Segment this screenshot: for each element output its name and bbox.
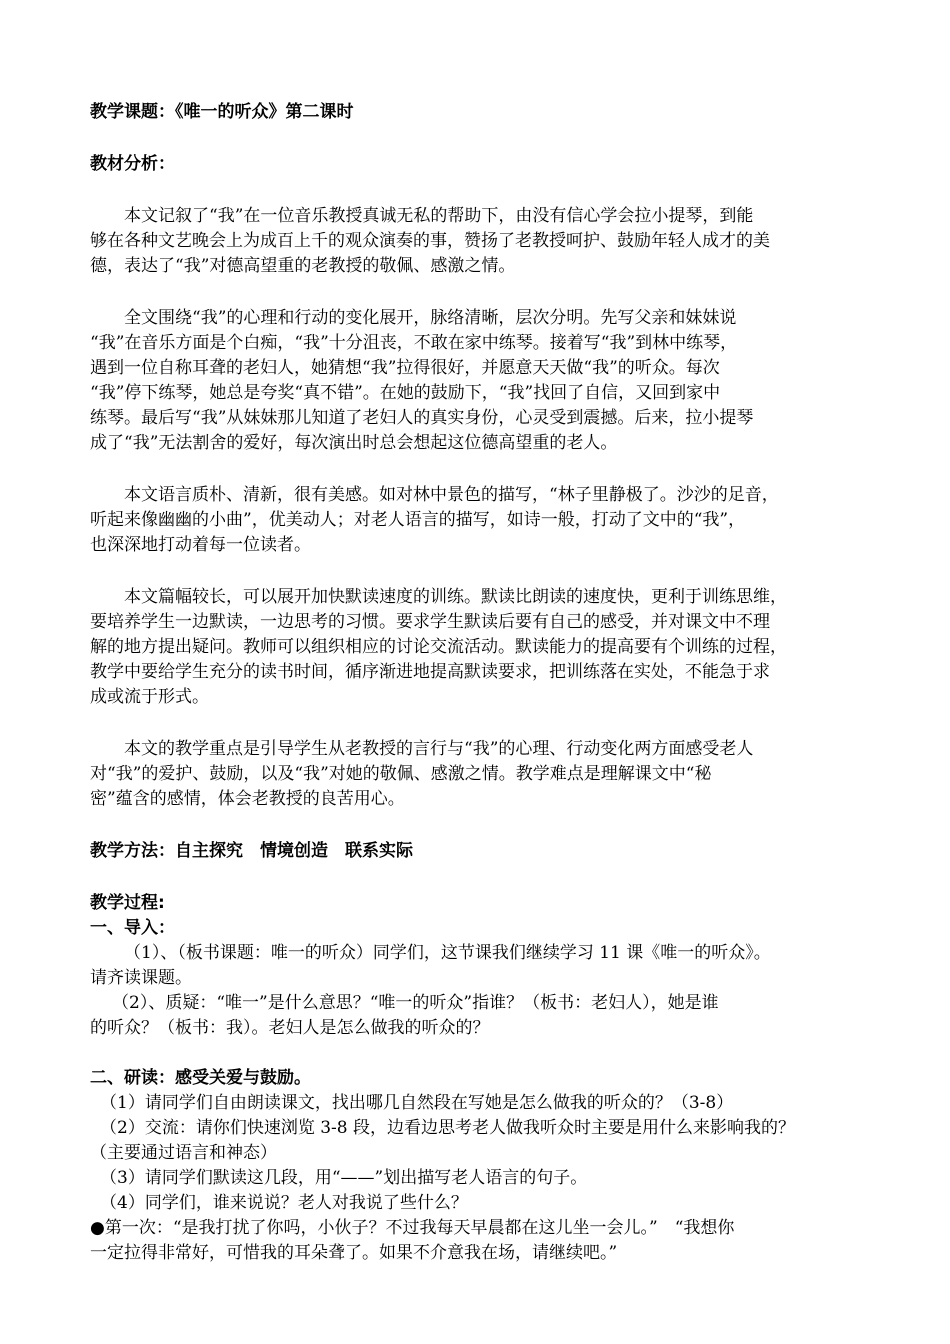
analysis-heading: 教材分析：: [90, 154, 175, 174]
methods-line: [90, 839, 870, 864]
text-line: 教学中要给学生充分的读书时间，循序渐进地提高默读要求，把训练落在实处，不能急于求: [90, 662, 770, 682]
text-line: （4）同学们，谁来说说？老人对我说了些什么？: [100, 1193, 468, 1213]
process-heading: 教学过程:: [90, 893, 165, 913]
analysis-paragraph-1: [90, 204, 870, 279]
text-line: 一定拉得非常好，可惜我的耳朵聋了。如果不介意我在场，请继续吧。”: [90, 1243, 618, 1263]
section-2-title: 二、研读：感受关爱与鼓励。: [90, 1068, 311, 1088]
text-line: 练琴。最后写“我”从妹妹那儿知道了老妇人的真实身份，心灵受到震撼。后来，拉小提琴: [90, 408, 754, 428]
text-line: 也深深地打动着每一位读者。: [90, 535, 311, 555]
lesson-title-label: 教学课题：: [90, 102, 175, 122]
text-line: 本文记叙了“我”在一位音乐教授真诚无私的帮助下，由没有信心学会拉小提琴，到能: [124, 206, 754, 226]
text-line: （1）请同学们自由朗读课文，找出哪几自然段在写她是怎么做我的听众的？（3-8）: [100, 1093, 734, 1113]
text-line: “我”停下练琴，她总是夸奖“真不错”。在她的鼓励下，“我”找回了自信，又回到家中: [90, 383, 721, 403]
text-line: 全文围绕“我”的心理和行动的变化展开，脉络清晰，层次分明。先写父亲和妹妹说: [124, 308, 737, 328]
lesson-title-value: 《唯一的听众》第二课时: [175, 102, 354, 122]
text-line: 遇到一位自称耳聋的老妇人，她猜想“我”拉得很好，并愿意天天做“我”的听众。每次: [90, 358, 720, 378]
text-line: 要培养学生一边默读，一边思考的习惯。要求学生默读后要有自己的感受，并对课文中不理: [90, 612, 770, 632]
text-line: 德，表达了“我”对德高望重的老教授的敬佩、感激之情。: [90, 256, 516, 276]
text-line: 请齐读课题。: [90, 968, 192, 988]
text-line: 本文篇幅较长，可以展开加快默读速度的训练。默读比朗读的速度快，更利于训练思维，: [124, 587, 787, 607]
text-line: 本文的教学重点是引导学生从老教授的言行与“我”的心理、行动变化两方面感受老人: [124, 739, 754, 759]
text-line: 成了“我”无法割舍的爱好，每次演出时总会想起这位德高望重的老人。: [90, 433, 618, 453]
text-line: （3）请同学们默读这几段，用“——”划出描写老人语言的句子。: [100, 1168, 588, 1188]
text-line: 听起来像幽幽的小曲”，优美动人；对老人语言的描写，如诗一般，打动了文中的“我”，: [90, 510, 746, 530]
methods-label: 教学方法：: [90, 841, 175, 861]
text-line: 本文语言质朴、清新，很有美感。如对林中景色的描写，“林子里静极了。沙沙的足音，: [124, 485, 779, 505]
document-page: [90, 100, 870, 1266]
text-line: 解的地方提出疑问。教师可以组织相应的讨论交流活动。默读能力的提高要有个训练的过程，: [90, 637, 787, 657]
text-line: （1）、（板书课题：唯一的听众）同学们，这节课我们继续学习 11 课《唯一的听众》。: [124, 943, 771, 963]
analysis-paragraph-2: [90, 306, 870, 456]
text-line: （主要通过语言和神态）: [90, 1143, 277, 1163]
text-line: （2）、质疑：“唯一”是什么意思？“唯一的听众”指谁？（板书：老妇人），她是谁: [112, 993, 719, 1013]
analysis-paragraph-3: [90, 483, 870, 558]
section-1-title: 一、导入：: [90, 918, 175, 938]
text-line: 的听众？（板书：我）。老妇人是怎么做我的听众的？: [90, 1018, 490, 1038]
text-line: 够在各种文艺晚会上为成百上千的观众演奏的事，赞扬了老教授呵护、鼓励年轻人成才的美: [90, 231, 770, 251]
text-line: “我”在音乐方面是个白痴，“我”十分沮丧，不敢在家中练琴。接着写“我”到林中练琴，: [90, 333, 738, 353]
section-2-body: [90, 1091, 870, 1266]
text-line: 对“我”的爱护、鼓励，以及“我”对她的敬佩、感激之情。教学难点是理解课文中“秘: [90, 764, 712, 784]
text-line: ●第一次：“是我打扰了你吗，小伙子？不过我每天早晨都在这儿坐一会儿。” “我想你: [90, 1218, 735, 1238]
text-line: （2）交流：请你们快速浏览 3-8 段，边看边思考老人做我听众时主要是用什么来影响我的？: [100, 1118, 795, 1138]
methods-value: 自主探究 情境创造 联系实际: [175, 841, 413, 861]
text-line: 成或流于形式。: [90, 687, 209, 707]
analysis-paragraph-4: [90, 585, 870, 710]
analysis-paragraph-5: [90, 737, 870, 812]
section-1-item-1: [90, 941, 870, 991]
lesson-title: [90, 100, 870, 125]
section-1-item-2: [90, 991, 870, 1041]
text-line: 密”蕴含的感情，体会老教授的良苦用心。: [90, 789, 405, 809]
